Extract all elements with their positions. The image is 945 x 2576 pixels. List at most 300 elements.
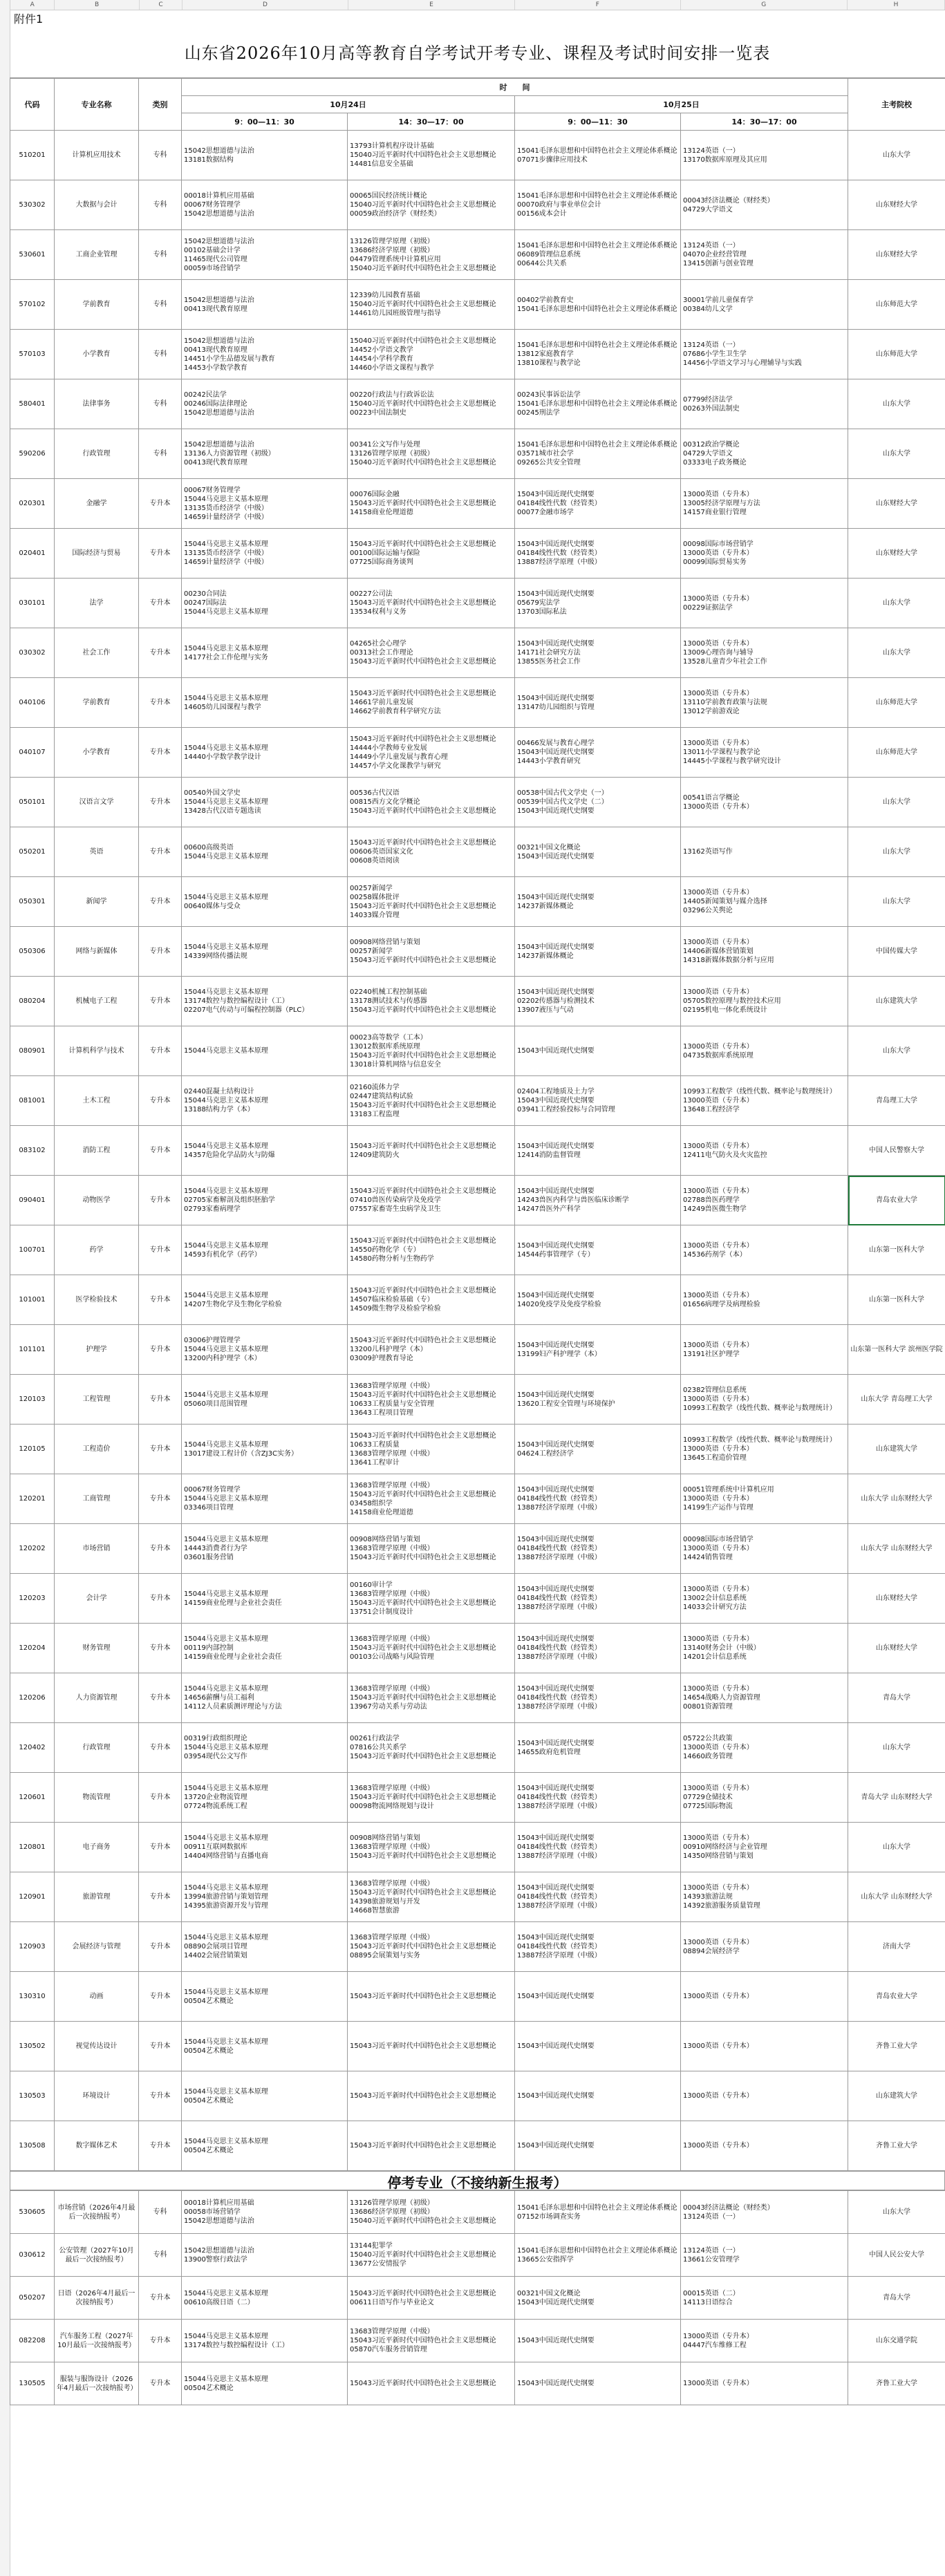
level-cell[interactable]: 专升本: [139, 728, 182, 778]
code-cell[interactable]: 101101: [10, 1325, 55, 1375]
header-day1[interactable]: 10月24日: [182, 96, 515, 113]
course-cell-d2am[interactable]: [515, 479, 681, 529]
major-cell[interactable]: 会计学: [55, 1574, 139, 1624]
major-cell[interactable]: 学前教育: [55, 678, 139, 728]
select-all-corner[interactable]: [0, 0, 10, 10]
school-cell[interactable]: 山东财经大学: [848, 1574, 945, 1624]
course-cell-d2am[interactable]: [515, 1126, 681, 1176]
header-day1-am[interactable]: 9：00—11：30: [182, 113, 348, 131]
course-cell-d1am[interactable]: [182, 1325, 348, 1375]
level-cell[interactable]: 专科: [139, 2191, 182, 2234]
course-cell-d1am[interactable]: [182, 977, 348, 1026]
level-cell[interactable]: 专科: [139, 180, 182, 230]
course-cell-d2am[interactable]: [515, 1474, 681, 1524]
school-cell[interactable]: 山东大学: [848, 827, 945, 877]
course-cell-d2am[interactable]: [515, 230, 681, 280]
level-cell[interactable]: 专升本: [139, 628, 182, 678]
code-cell[interactable]: 090401: [10, 1176, 55, 1225]
course-cell-d2am[interactable]: [515, 1026, 681, 1076]
header-day1-pm[interactable]: 14：30—17：00: [348, 113, 515, 131]
level-cell[interactable]: 专升本: [139, 1872, 182, 1922]
school-cell[interactable]: 山东大学 山东财经大学: [848, 1872, 945, 1922]
code-cell[interactable]: 530605: [10, 2191, 55, 2234]
code-cell[interactable]: 590206: [10, 429, 55, 479]
course-cell-d1pm[interactable]: [348, 429, 515, 479]
major-cell[interactable]: 网络与新媒体: [55, 927, 139, 977]
course-cell-d1pm[interactable]: [348, 1574, 515, 1624]
course-cell-d2am[interactable]: [515, 1425, 681, 1474]
course-cell-d2pm[interactable]: [681, 927, 848, 977]
course-cell-d2am[interactable]: [515, 131, 681, 180]
code-cell[interactable]: 130503: [10, 2071, 55, 2121]
school-cell[interactable]: 齐鲁工业大学: [848, 2362, 945, 2405]
course-cell-d1am[interactable]: [182, 1176, 348, 1225]
course-cell-d1am[interactable]: [182, 1375, 348, 1425]
school-cell[interactable]: 中国传媒大学: [848, 927, 945, 977]
school-cell[interactable]: 山东大学: [848, 429, 945, 479]
school-cell[interactable]: 山东交通学院: [848, 2320, 945, 2362]
course-cell-d1am[interactable]: [182, 2071, 348, 2121]
course-cell-d2am[interactable]: [515, 877, 681, 927]
course-cell-d1am[interactable]: [182, 1076, 348, 1126]
annex-label[interactable]: 附件1: [14, 12, 44, 26]
level-cell[interactable]: 专升本: [139, 827, 182, 877]
course-cell-d2pm[interactable]: [681, 1026, 848, 1076]
school-cell[interactable]: 山东大学 山东财经大学: [848, 1474, 945, 1524]
course-cell-d2pm[interactable]: [681, 2022, 848, 2071]
level-cell[interactable]: 专升本: [139, 2121, 182, 2171]
level-cell[interactable]: 专升本: [139, 2022, 182, 2071]
course-cell-d1pm[interactable]: [348, 827, 515, 877]
course-cell-d2am[interactable]: [515, 2320, 681, 2362]
level-cell[interactable]: 专科: [139, 131, 182, 180]
level-cell[interactable]: 专升本: [139, 1375, 182, 1425]
course-cell-d2am[interactable]: [515, 1375, 681, 1425]
course-cell-d1am[interactable]: [182, 877, 348, 927]
level-cell[interactable]: 专升本: [139, 1176, 182, 1225]
column-d-header[interactable]: D: [183, 0, 348, 10]
course-cell-d1pm[interactable]: [348, 1076, 515, 1126]
major-cell[interactable]: 电子商务: [55, 1823, 139, 1872]
course-cell-d2pm[interactable]: [681, 2277, 848, 2320]
course-cell-d2am[interactable]: [515, 1673, 681, 1723]
course-cell-d1am[interactable]: [182, 927, 348, 977]
level-cell[interactable]: 专升本: [139, 1425, 182, 1474]
column-f-header[interactable]: F: [515, 0, 680, 10]
course-cell-d1am[interactable]: [182, 280, 348, 330]
major-cell[interactable]: 工程造价: [55, 1425, 139, 1474]
course-cell-d1pm[interactable]: [348, 877, 515, 927]
school-cell[interactable]: 山东大学: [848, 1026, 945, 1076]
course-cell-d1pm[interactable]: [348, 678, 515, 728]
code-cell[interactable]: 130505: [10, 2362, 55, 2405]
school-cell[interactable]: 山东大学: [848, 1823, 945, 1872]
course-cell-d1am[interactable]: [182, 1574, 348, 1624]
major-cell[interactable]: 物流管理: [55, 1773, 139, 1823]
school-cell[interactable]: 青岛理工大学: [848, 1076, 945, 1126]
course-cell-d2pm[interactable]: [681, 1275, 848, 1325]
school-cell[interactable]: 山东建筑大学: [848, 977, 945, 1026]
major-cell[interactable]: 数字媒体艺术: [55, 2121, 139, 2171]
course-cell-d2am[interactable]: [515, 2191, 681, 2234]
course-cell-d2pm[interactable]: [681, 529, 848, 579]
course-cell-d1pm[interactable]: [348, 1823, 515, 1872]
course-cell-d2am[interactable]: [515, 2234, 681, 2277]
course-cell-d1am[interactable]: [182, 230, 348, 280]
course-cell-d2pm[interactable]: [681, 1325, 848, 1375]
course-cell-d2am[interactable]: [515, 2022, 681, 2071]
course-cell-d2am[interactable]: [515, 927, 681, 977]
school-cell[interactable]: 山东大学 青岛理工大学: [848, 1375, 945, 1425]
major-cell[interactable]: 法学: [55, 579, 139, 628]
course-cell-d2pm[interactable]: [681, 2234, 848, 2277]
course-cell-d2pm[interactable]: [681, 1176, 848, 1225]
code-cell[interactable]: 120201: [10, 1474, 55, 1524]
course-cell-d1pm[interactable]: [348, 2071, 515, 2121]
course-cell-d2pm[interactable]: [681, 1524, 848, 1574]
level-cell[interactable]: 专科: [139, 330, 182, 379]
course-cell-d1pm[interactable]: [348, 330, 515, 379]
course-cell-d2am[interactable]: [515, 1872, 681, 1922]
school-cell[interactable]: 青岛大学: [848, 1673, 945, 1723]
major-cell[interactable]: 新闻学: [55, 877, 139, 927]
course-cell-d2pm[interactable]: [681, 1972, 848, 2022]
course-cell-d1pm[interactable]: [348, 1126, 515, 1176]
course-cell-d1pm[interactable]: [348, 1673, 515, 1723]
major-cell[interactable]: 土木工程: [55, 1076, 139, 1126]
course-cell-d2am[interactable]: [515, 1524, 681, 1574]
course-cell-d2pm[interactable]: [681, 280, 848, 330]
school-cell[interactable]: 山东大学: [848, 1723, 945, 1773]
course-cell-d2pm[interactable]: [681, 877, 848, 927]
code-cell[interactable]: 030612: [10, 2234, 55, 2277]
level-cell[interactable]: 专升本: [139, 2320, 182, 2362]
major-cell[interactable]: 动物医学: [55, 1176, 139, 1225]
column-c-header[interactable]: C: [140, 0, 183, 10]
course-cell-d2am[interactable]: [515, 1922, 681, 1972]
code-cell[interactable]: 120105: [10, 1425, 55, 1474]
code-cell[interactable]: 130508: [10, 2121, 55, 2171]
level-cell[interactable]: 专升本: [139, 1474, 182, 1524]
course-cell-d1am[interactable]: [182, 1972, 348, 2022]
level-cell[interactable]: 专科: [139, 230, 182, 280]
school-cell[interactable]: 青岛大学 山东财经大学: [848, 1773, 945, 1823]
course-cell-d1pm[interactable]: [348, 977, 515, 1026]
course-cell-d2pm[interactable]: [681, 479, 848, 529]
course-cell-d2pm[interactable]: [681, 2121, 848, 2171]
code-cell[interactable]: 040106: [10, 678, 55, 728]
level-cell[interactable]: 专升本: [139, 1524, 182, 1574]
row-header-bar[interactable]: [0, 10, 10, 2576]
code-cell[interactable]: 030101: [10, 579, 55, 628]
course-cell-d1pm[interactable]: [348, 1872, 515, 1922]
course-cell-d1am[interactable]: [182, 529, 348, 579]
course-cell-d2pm[interactable]: [681, 628, 848, 678]
course-cell-d2pm[interactable]: [681, 1872, 848, 1922]
level-cell[interactable]: 专升本: [139, 2277, 182, 2320]
column-g-header[interactable]: G: [681, 0, 848, 10]
course-cell-d2pm[interactable]: [681, 1624, 848, 1673]
course-cell-d1pm[interactable]: [348, 1225, 515, 1275]
course-cell-d1am[interactable]: [182, 1872, 348, 1922]
course-cell-d2pm[interactable]: [681, 1425, 848, 1474]
school-cell[interactable]: 山东师范大学: [848, 330, 945, 379]
course-cell-d2pm[interactable]: [681, 1773, 848, 1823]
major-cell[interactable]: 市场营销: [55, 1524, 139, 1574]
header-day2[interactable]: 10月25日: [515, 96, 848, 113]
level-cell[interactable]: 专升本: [139, 2362, 182, 2405]
course-cell-d2pm[interactable]: [681, 977, 848, 1026]
header-school[interactable]: 主考院校: [848, 79, 945, 131]
course-cell-d1pm[interactable]: [348, 1723, 515, 1773]
course-cell-d2pm[interactable]: [681, 131, 848, 180]
course-cell-d1pm[interactable]: [348, 479, 515, 529]
school-cell[interactable]: 青岛农业大学: [848, 1972, 945, 2022]
course-cell-d2pm[interactable]: [681, 2191, 848, 2234]
major-cell[interactable]: 环境设计: [55, 2071, 139, 2121]
major-cell[interactable]: 计算机科学与技术: [55, 1026, 139, 1076]
major-cell[interactable]: 行政管理: [55, 429, 139, 479]
level-cell[interactable]: 专升本: [139, 479, 182, 529]
major-cell[interactable]: 学前教育: [55, 280, 139, 330]
level-cell[interactable]: 专升本: [139, 1574, 182, 1624]
course-cell-d1am[interactable]: [182, 678, 348, 728]
code-cell[interactable]: 570103: [10, 330, 55, 379]
course-cell-d2am[interactable]: [515, 2362, 681, 2405]
course-cell-d2am[interactable]: [515, 1574, 681, 1624]
school-cell[interactable]: 山东师范大学: [848, 728, 945, 778]
course-cell-d2pm[interactable]: [681, 1076, 848, 1126]
code-cell[interactable]: 530302: [10, 180, 55, 230]
course-cell-d2pm[interactable]: [681, 778, 848, 827]
code-cell[interactable]: 530601: [10, 230, 55, 280]
course-cell-d2pm[interactable]: [681, 827, 848, 877]
course-cell-d2pm[interactable]: [681, 429, 848, 479]
course-cell-d1pm[interactable]: [348, 1176, 515, 1225]
school-cell[interactable]: 山东财经大学: [848, 1624, 945, 1673]
course-cell-d2am[interactable]: [515, 429, 681, 479]
header-level[interactable]: 类别: [139, 79, 182, 131]
course-cell-d2pm[interactable]: [681, 2320, 848, 2362]
major-cell[interactable]: 护理学: [55, 1325, 139, 1375]
header-day2-am[interactable]: 9：00—11：30: [515, 113, 681, 131]
course-cell-d1pm[interactable]: [348, 1325, 515, 1375]
major-cell[interactable]: 计算机应用技术: [55, 131, 139, 180]
school-cell[interactable]: 山东大学 山东财经大学: [848, 1524, 945, 1574]
major-cell[interactable]: 医学检验技术: [55, 1275, 139, 1325]
course-cell-d1pm[interactable]: [348, 1275, 515, 1325]
column-h-header[interactable]: H: [848, 0, 945, 10]
school-cell[interactable]: 山东第一医科大学 滨州医学院: [848, 1325, 945, 1375]
level-cell[interactable]: 专升本: [139, 1325, 182, 1375]
course-cell-d2pm[interactable]: [681, 1673, 848, 1723]
school-cell[interactable]: 山东财经大学: [848, 529, 945, 579]
school-cell[interactable]: 中国人民公安大学: [848, 2234, 945, 2277]
major-cell[interactable]: 工商管理: [55, 1474, 139, 1524]
level-cell[interactable]: 专升本: [139, 678, 182, 728]
school-cell[interactable]: 山东财经大学: [848, 230, 945, 280]
school-cell[interactable]: 山东财经大学: [848, 180, 945, 230]
code-cell[interactable]: 120203: [10, 1574, 55, 1624]
code-cell[interactable]: 020301: [10, 479, 55, 529]
course-cell-d2pm[interactable]: [681, 2362, 848, 2405]
course-cell-d1am[interactable]: [182, 2022, 348, 2071]
course-cell-d1pm[interactable]: [348, 1026, 515, 1076]
course-cell-d1am[interactable]: [182, 778, 348, 827]
course-cell-d2pm[interactable]: [681, 1574, 848, 1624]
course-cell-d2am[interactable]: [515, 330, 681, 379]
course-cell-d1pm[interactable]: [348, 2362, 515, 2405]
code-cell[interactable]: 510201: [10, 131, 55, 180]
course-cell-d2am[interactable]: [515, 1076, 681, 1126]
major-cell[interactable]: 服装与服饰设计（2026年4月最后一次接纳报考）: [55, 2362, 139, 2405]
course-cell-d1am[interactable]: [182, 180, 348, 230]
course-cell-d1am[interactable]: [182, 628, 348, 678]
course-cell-d1am[interactable]: [182, 2320, 348, 2362]
course-cell-d1pm[interactable]: [348, 1972, 515, 2022]
course-cell-d2pm[interactable]: [681, 579, 848, 628]
level-cell[interactable]: 专科: [139, 379, 182, 429]
course-cell-d1am[interactable]: [182, 2191, 348, 2234]
level-cell[interactable]: 专升本: [139, 1624, 182, 1673]
course-cell-d1am[interactable]: [182, 1823, 348, 1872]
code-cell[interactable]: 050101: [10, 778, 55, 827]
major-cell[interactable]: 公安管理（2027年10月最后一次接纳报考）: [55, 2234, 139, 2277]
course-cell-d2am[interactable]: [515, 827, 681, 877]
major-cell[interactable]: 药学: [55, 1225, 139, 1275]
course-cell-d1am[interactable]: [182, 330, 348, 379]
course-cell-d2am[interactable]: [515, 579, 681, 628]
major-cell[interactable]: 日语（2026年4月最后一次接纳报考）: [55, 2277, 139, 2320]
major-cell[interactable]: 人力资源管理: [55, 1673, 139, 1723]
level-cell[interactable]: 专升本: [139, 1823, 182, 1872]
course-cell-d2am[interactable]: [515, 1176, 681, 1225]
school-cell[interactable]: 山东大学: [848, 131, 945, 180]
course-cell-d2pm[interactable]: [681, 1823, 848, 1872]
course-cell-d1pm[interactable]: [348, 728, 515, 778]
course-cell-d1am[interactable]: [182, 1225, 348, 1275]
course-cell-d2am[interactable]: [515, 1325, 681, 1375]
code-cell[interactable]: 050306: [10, 927, 55, 977]
course-cell-d1am[interactable]: [182, 728, 348, 778]
school-cell[interactable]: 山东大学: [848, 877, 945, 927]
course-cell-d2pm[interactable]: [681, 1922, 848, 1972]
course-cell-d1pm[interactable]: [348, 1425, 515, 1474]
column-a-header[interactable]: A: [10, 0, 55, 10]
level-cell[interactable]: 专升本: [139, 1972, 182, 2022]
course-cell-d1am[interactable]: [182, 2234, 348, 2277]
major-cell[interactable]: 工商企业管理: [55, 230, 139, 280]
level-cell[interactable]: 专升本: [139, 1773, 182, 1823]
code-cell[interactable]: 120601: [10, 1773, 55, 1823]
school-cell[interactable]: 山东大学: [848, 2191, 945, 2234]
major-cell[interactable]: 法律事务: [55, 379, 139, 429]
code-cell[interactable]: 040107: [10, 728, 55, 778]
code-cell[interactable]: 120402: [10, 1723, 55, 1773]
course-cell-d2am[interactable]: [515, 1972, 681, 2022]
course-cell-d1pm[interactable]: [348, 1474, 515, 1524]
major-cell[interactable]: 英语: [55, 827, 139, 877]
course-cell-d1pm[interactable]: [348, 628, 515, 678]
sheet-title[interactable]: 山东省2026年10月高等教育自学考试开考专业、课程及考试时间安排一览表: [10, 29, 945, 78]
course-cell-d1pm[interactable]: [348, 2277, 515, 2320]
course-cell-d1am[interactable]: [182, 379, 348, 429]
course-cell-d1pm[interactable]: [348, 1922, 515, 1972]
course-cell-d2am[interactable]: [515, 180, 681, 230]
level-cell[interactable]: 专升本: [139, 877, 182, 927]
course-cell-d2pm[interactable]: [681, 180, 848, 230]
school-cell[interactable]: 山东第一医科大学: [848, 1275, 945, 1325]
header-day2-pm[interactable]: 14：30—17：00: [681, 113, 848, 131]
school-cell[interactable]: 齐鲁工业大学: [848, 2022, 945, 2071]
school-cell[interactable]: 济南大学: [848, 1922, 945, 1972]
course-cell-d2pm[interactable]: [681, 379, 848, 429]
course-cell-d2pm[interactable]: [681, 330, 848, 379]
code-cell[interactable]: 130310: [10, 1972, 55, 2022]
course-cell-d1am[interactable]: [182, 827, 348, 877]
code-cell[interactable]: 120901: [10, 1872, 55, 1922]
code-cell[interactable]: 120202: [10, 1524, 55, 1574]
course-cell-d1pm[interactable]: [348, 1773, 515, 1823]
course-cell-d1am[interactable]: [182, 1425, 348, 1474]
course-cell-d1am[interactable]: [182, 1922, 348, 1972]
school-cell[interactable]: 山东师范大学: [848, 280, 945, 330]
course-cell-d1am[interactable]: [182, 2277, 348, 2320]
code-cell[interactable]: 120103: [10, 1375, 55, 1425]
course-cell-d2am[interactable]: [515, 280, 681, 330]
course-cell-d2am[interactable]: [515, 1275, 681, 1325]
major-cell[interactable]: 动画: [55, 1972, 139, 2022]
code-cell[interactable]: 050301: [10, 877, 55, 927]
course-cell-d1am[interactable]: [182, 131, 348, 180]
code-cell[interactable]: 570102: [10, 280, 55, 330]
course-cell-d1pm[interactable]: [348, 230, 515, 280]
header-code[interactable]: 代码: [10, 79, 55, 131]
level-cell[interactable]: 专升本: [139, 927, 182, 977]
course-cell-d1am[interactable]: [182, 1524, 348, 1574]
school-cell[interactable]: 齐鲁工业大学: [848, 2121, 945, 2171]
code-cell[interactable]: 080204: [10, 977, 55, 1026]
course-cell-d2am[interactable]: [515, 977, 681, 1026]
level-cell[interactable]: 专升本: [139, 1673, 182, 1723]
course-cell-d1pm[interactable]: [348, 1375, 515, 1425]
major-cell[interactable]: 旅游管理: [55, 1872, 139, 1922]
course-cell-d1pm[interactable]: [348, 529, 515, 579]
course-cell-d1am[interactable]: [182, 1275, 348, 1325]
major-cell[interactable]: 会展经济与管理: [55, 1922, 139, 1972]
course-cell-d1pm[interactable]: [348, 280, 515, 330]
course-cell-d1am[interactable]: [182, 1773, 348, 1823]
school-cell[interactable]: 山东建筑大学: [848, 1425, 945, 1474]
course-cell-d1pm[interactable]: [348, 927, 515, 977]
course-cell-d2pm[interactable]: [681, 1723, 848, 1773]
course-cell-d1am[interactable]: [182, 1624, 348, 1673]
course-cell-d2am[interactable]: [515, 1773, 681, 1823]
course-cell-d2am[interactable]: [515, 778, 681, 827]
course-cell-d2am[interactable]: [515, 379, 681, 429]
level-cell[interactable]: 专升本: [139, 2071, 182, 2121]
level-cell[interactable]: 专升本: [139, 1076, 182, 1126]
level-cell[interactable]: 专升本: [139, 778, 182, 827]
level-cell[interactable]: 专升本: [139, 1126, 182, 1176]
course-cell-d1pm[interactable]: [348, 2320, 515, 2362]
course-cell-d1pm[interactable]: [348, 2191, 515, 2234]
school-cell[interactable]: 中国人民警察大学: [848, 1126, 945, 1176]
stopped-section-title[interactable]: 停考专业（不接纳新生报考）: [10, 2171, 945, 2190]
course-cell-d2am[interactable]: [515, 628, 681, 678]
school-cell-selected[interactable]: 青岛农业大学: [848, 1176, 945, 1225]
code-cell[interactable]: 101001: [10, 1275, 55, 1325]
